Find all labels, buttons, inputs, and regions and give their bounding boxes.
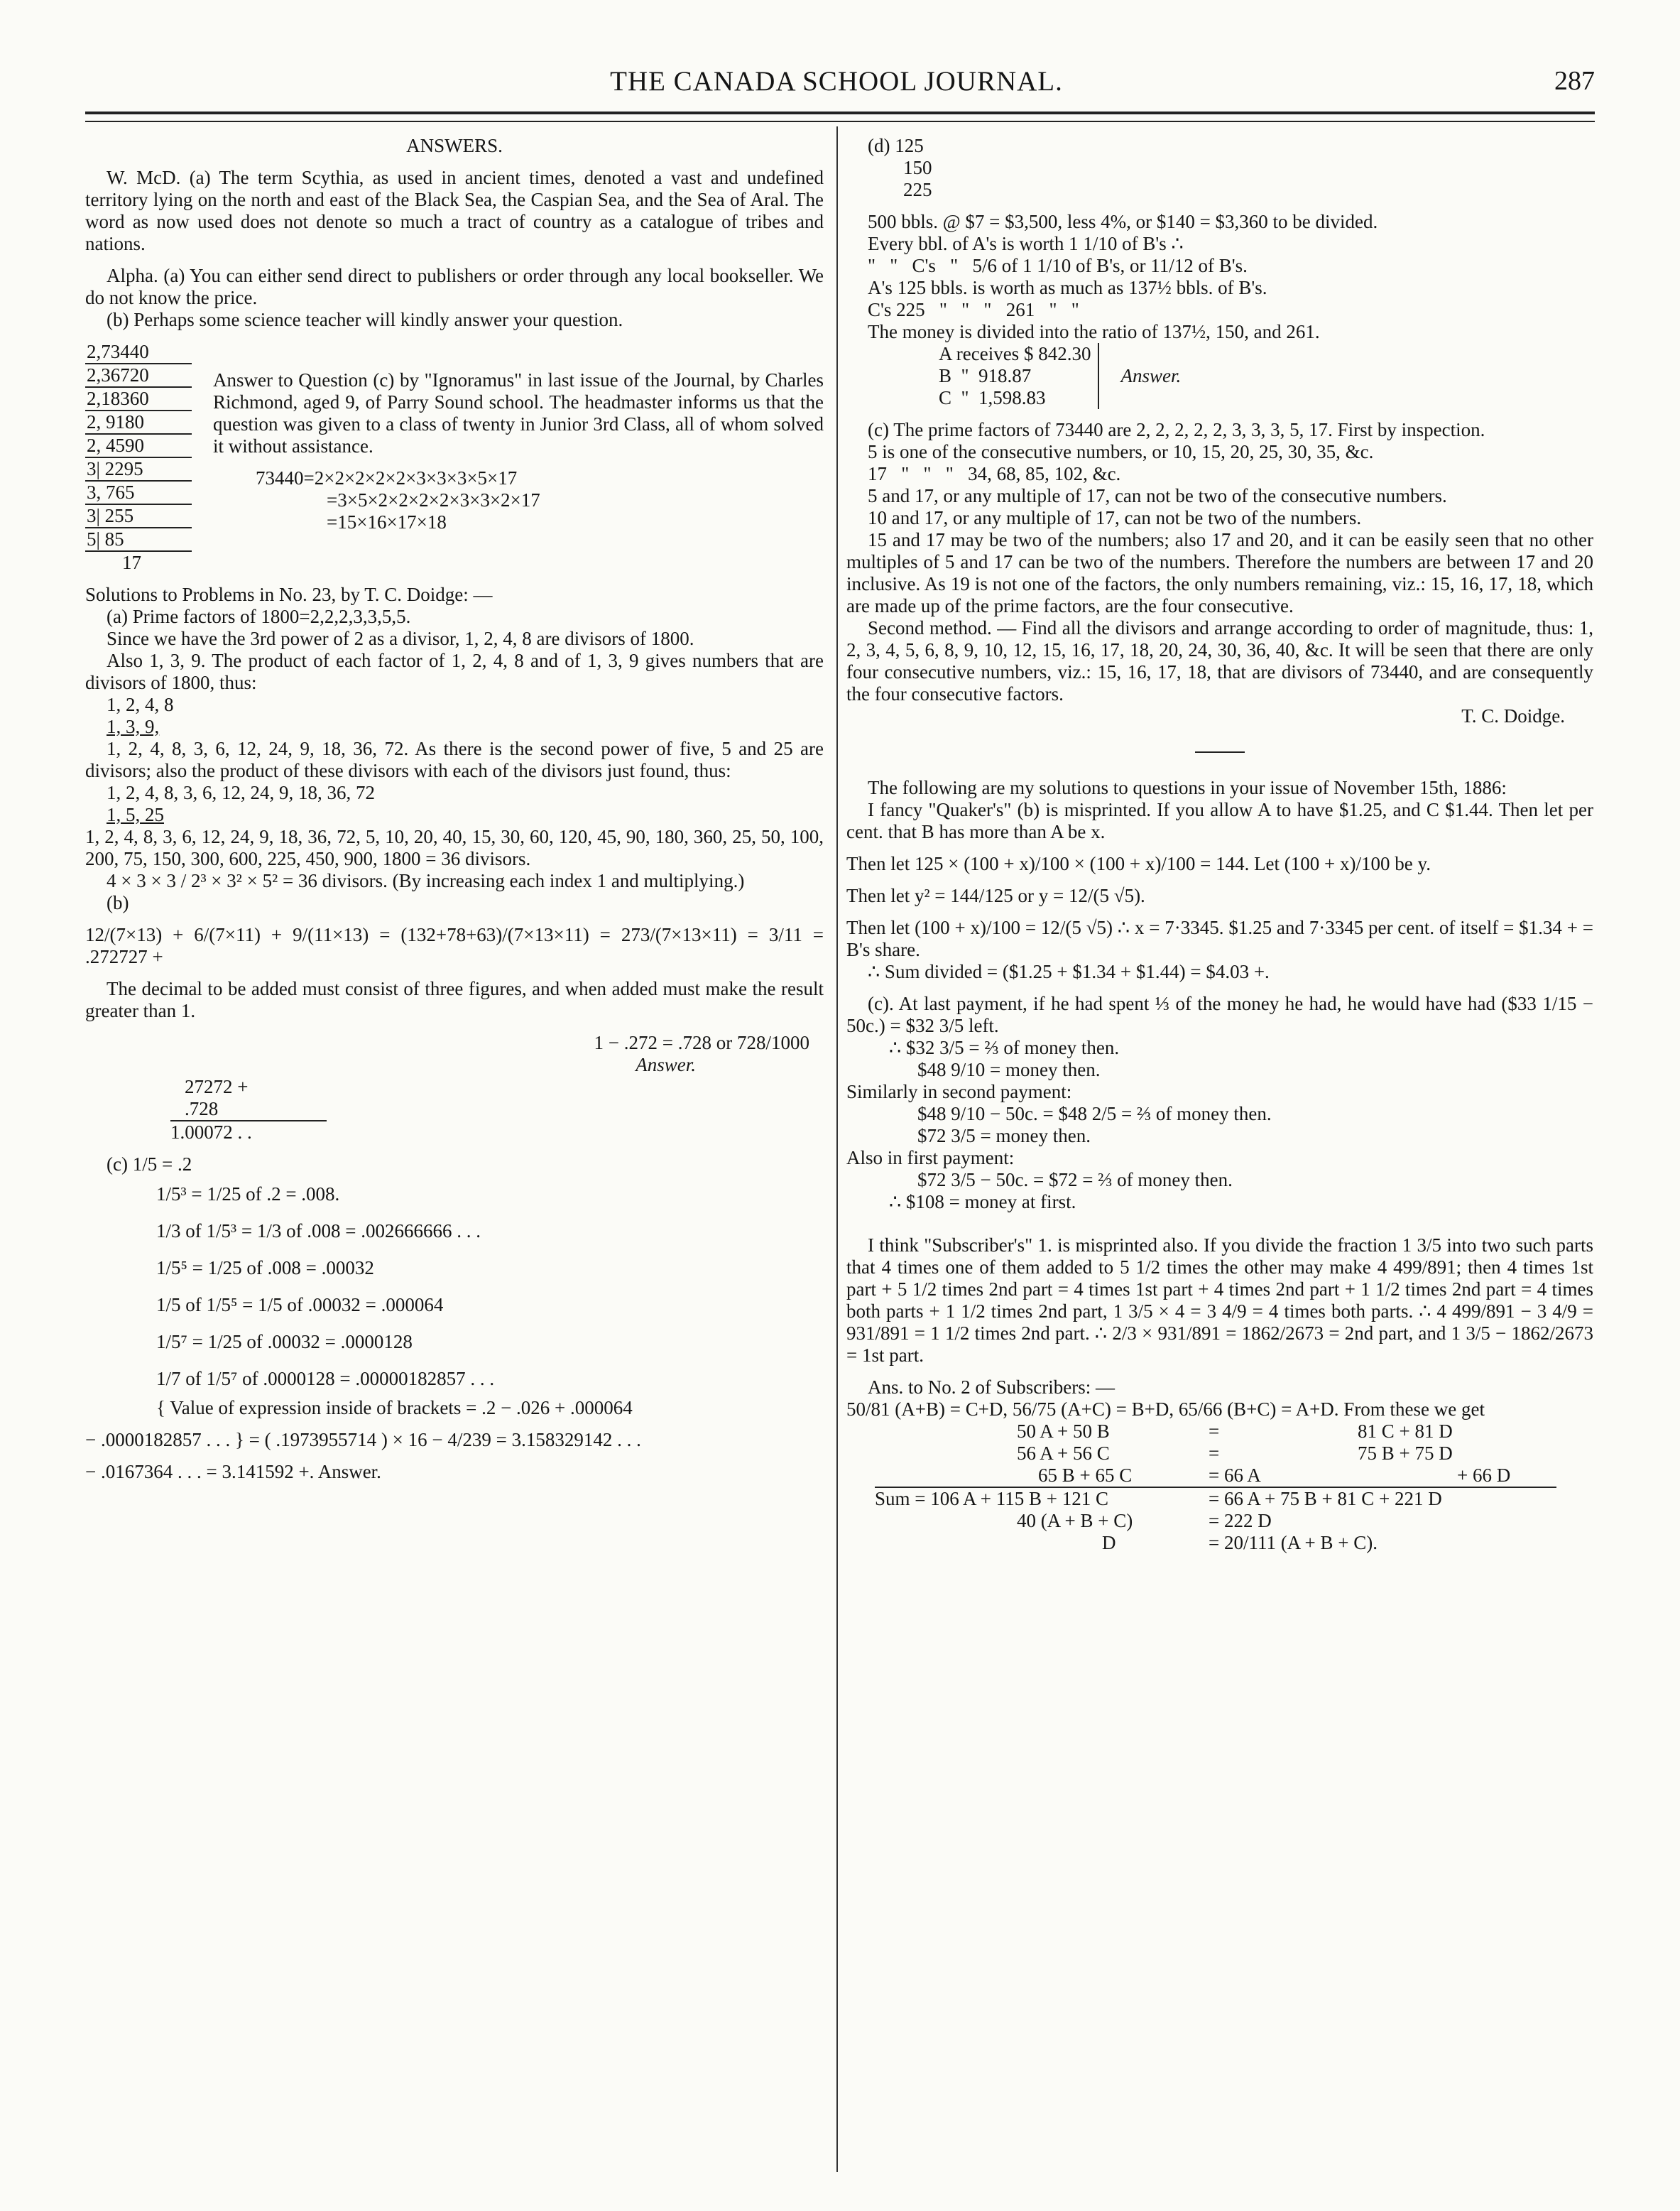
division-line: 3, 765 xyxy=(85,482,192,505)
equation-cell: 75 B + 75 D xyxy=(1358,1443,1453,1464)
division-line: 5| 85 xyxy=(85,528,192,552)
equation-table xyxy=(846,1420,1593,1554)
series-line: − .0167364 . . . = 3.141592 +. Answer. xyxy=(85,1461,381,1482)
series-line: 1/5⁵ = 1/25 of .008 = .00032 xyxy=(156,1257,374,1278)
equation-cell: = 222 D xyxy=(1209,1510,1272,1531)
answer-paragraph: W. McD. (a) The term Scythia, as used in ancient times, denoted a vast and undefined territory lying on the north and east of the Black Sea, the Caspian Sea, and the Sea of Aral. The word as now used does not denote so much a tract of country as a catalogue of tribes and nations. xyxy=(85,167,824,254)
solution-line: C's 225 " " " 261 " " xyxy=(868,299,1079,320)
solution-line: 15 and 17 may be two of the numbers; also 17 and 20, and it can be easily seen that no other multiples of 5 and 17 can be two of the numbers. Therefore the numbers are between 17 and 20 inclusive. As 19 is not one of the factors, the only numbers remaining, viz.: 15, 16, 17, 18, which are made up of the prime factors, are the four consecutive. xyxy=(846,529,1593,616)
equation-cell: 50 A + 50 B xyxy=(1017,1420,1110,1442)
right-column xyxy=(846,135,1593,1554)
equation-cell: Sum = 106 A + 115 B + 121 C xyxy=(875,1488,1108,1509)
equation-cell: = xyxy=(1209,1420,1220,1442)
journal-title: THE CANADA SCHOOL JOURNAL. xyxy=(610,66,1063,97)
section-rule xyxy=(1195,751,1245,753)
solution-line: $72 3/5 = money then. xyxy=(917,1125,1091,1146)
solution-line: (c) The prime factors of 73440 are 2, 2, 2, 2, 2, 3, 3, 3, 5, 17. First by inspection. xyxy=(868,419,1485,440)
answer-label: Answer. xyxy=(636,1054,696,1075)
division-line: 3| 255 xyxy=(85,505,192,528)
solution-line: 1, 2, 4, 8 xyxy=(107,694,174,715)
fraction-equation: 12/(7×13) + 6/(7×11) + 9/(11×13) = (132+78+63)/(7×13×11) = 273/(7×13×11) = 3/11 = .272727 + xyxy=(85,924,824,967)
division-line: 2,73440 xyxy=(85,341,192,364)
solution-line: 1, 2, 4, 8, 3, 6, 12, 24, 9, 18, 36, 72, 5, 10, 20, 40, 15, 30, 60, 120, 45, 90, 180, 360, 25, 50, 100, 200, 75, 150, 300, 600, 225, 450, 900, 1800 = 36 divisors. xyxy=(85,826,824,869)
fraction-equation: Then let y² = 144/125 or y = 12/(5 √5). xyxy=(846,885,1145,906)
division-line: 2, 4590 xyxy=(85,435,192,458)
solution-line: A's 125 bbls. is worth as much as 137½ bbls. of B's. xyxy=(868,277,1267,298)
solution-line: ∴ Sum divided = ($1.25 + $1.34 + $1.44) = $4.03 +. xyxy=(868,961,1270,982)
series-line: 1/3 of 1/5³ = 1/3 of .008 = .002666666 . . . xyxy=(156,1220,481,1242)
solution-line: 5 and 17, or any multiple of 17, can not be two of the consecutive numbers. xyxy=(868,485,1447,506)
solution-line: Second method. — Find all the divisors and arrange according to order of magnitude, thus: 1, 2, 3, 4, 5, 6, 8, 9, 10, 12, 15, 16, 17, 18, 20, 24, 30, 36, 40, &c. It will be seen that there are only four consecutive numbers, viz.: 15, 16, 17, 18, that are divisors of 73440, and are consequently the four consecutive factors. xyxy=(846,617,1593,705)
receives-line: A receives $ 842.30 xyxy=(939,343,1091,364)
equation-cell: 65 B + 65 C xyxy=(875,1465,1145,1488)
solution-line: 1, 5, 25 xyxy=(107,804,164,825)
solution-line: Also 1, 3, 9. The product of each factor of 1, 2, 4, 8 and of 1, 3, 9 gives numbers that are divisors of 1800, thus: xyxy=(85,650,824,693)
solution-line: I think "Subscriber's" 1. is misprinted also. If you divide the fraction 1 3/5 into two such parts that 4 times one of them added to 5 1/2 times the other may make 4 499/891; then 4 times 1st part + 5 1/2 times 2nd part = 4 times 1st part + 4 times 2nd part + 1 1/2 times 2nd part = 4 times both parts + 1 1/2 times 2nd part, 1 3/5 × 4 = 3 4/9 = 4 times both parts. ∴ 4 499/891 − 3 4/9 = 931/891 = 1 1/2 times 2nd part. ∴ 2/3 × 931/891 = 1862/2673 = 2nd part, and 1 3/5 − 1862/2673 = 1st part. xyxy=(846,1234,1593,1366)
solution-line: Ans. to No. 2 of Subscribers: — xyxy=(868,1376,1115,1398)
page-header xyxy=(78,65,1595,108)
solution-line: Since we have the 3rd power of 2 as a divisor, 1, 2, 4, 8 are divisors of 1800. xyxy=(107,628,694,649)
solution-line: Similarly in second payment: xyxy=(846,1081,1072,1102)
numbers-line: 225 xyxy=(903,179,932,200)
equation-cell: 40 (A + B + C) xyxy=(1017,1510,1133,1531)
solutions-heading: Solutions to Problems in No. 23, by T. C. Doidge: — xyxy=(85,584,493,605)
division-line: 2, 9180 xyxy=(85,411,192,435)
series-line: 1/7 of 1/5⁷ of .0000128 = .00000182857 . . . xyxy=(156,1368,495,1389)
equation-cell: = 66 A xyxy=(1145,1465,1329,1488)
column-divider xyxy=(836,126,838,2172)
sum-line: .728 xyxy=(170,1098,327,1121)
solution-line: 50/81 (A+B) = C+D, 56/75 (A+C) = B+D, 65/66 (B+C) = A+D. From these we get xyxy=(846,1398,1485,1420)
solution-line: 10 and 17, or any multiple of 17, can not be two of the numbers. xyxy=(868,507,1362,528)
equation-cell: D xyxy=(1102,1532,1116,1553)
division-line: 17 xyxy=(122,552,141,573)
left-column xyxy=(85,135,824,1483)
solution-line: The following are my solutions to questions in your issue of November 15th, 1886: xyxy=(868,777,1507,798)
receives-line: C " 1,598.83 xyxy=(939,387,1046,408)
series-line: 1/5⁷ = 1/25 of .00032 = .0000128 xyxy=(156,1331,413,1352)
solution-line: The decimal to be added must consist of three figures, and when added must make the result greater than 1. xyxy=(85,978,824,1021)
numbers-line: 150 xyxy=(903,157,932,178)
factor-equation: 73440=2×2×2×2×2×3×3×3×5×17 xyxy=(256,467,518,489)
header-rule xyxy=(85,112,1595,114)
factor-equation: =3×5×2×2×2×2×3×3×2×17 xyxy=(327,489,540,511)
solution-line: $48 9/10 = money then. xyxy=(917,1059,1101,1080)
solution-line: Every bbl. of A's is worth 1 1/10 of B's ∴ xyxy=(868,233,1184,254)
sum-line: 27272 + xyxy=(185,1076,249,1097)
solution-line: 5 is one of the consecutive numbers, or 10, 15, 20, 25, 30, 35, &c. xyxy=(868,441,1374,462)
equation-cell: + 66 D xyxy=(1329,1465,1556,1488)
solution-line: (a) Prime factors of 1800=2,2,2,3,3,5,5. xyxy=(107,606,411,627)
answer-paragraph: (b) Perhaps some science teacher will kindly answer your question. xyxy=(107,309,623,330)
equation-cell: 56 A + 56 C xyxy=(1017,1443,1110,1464)
fraction-equation: Then let 125 × (100 + x)/100 × (100 + x)/100 = 144. Let (100 + x)/100 be y. xyxy=(846,853,1431,874)
series-line: (c) 1/5 = .2 xyxy=(107,1153,192,1175)
section-heading: ANSWERS. xyxy=(406,135,503,156)
solution-line: 4 × 3 × 3 / 2³ × 3² × 5² = 36 divisors. (By increasing each index 1 and multiplying.) xyxy=(107,870,745,891)
series-line: − .0000182857 . . . } = ( .1973955714 ) × 16 − 4/239 = 3.158329142 . . . xyxy=(85,1429,641,1450)
question-answer: Answer to Question (c) by "Ignoramus" in last issue of the Journal, by Charles Richmond, aged 9, of Parry Sound school. The headmaster informs us that the question was given to a class of twenty in Junior 3rd Class, all of whom solved it without assistance. xyxy=(213,369,824,457)
solution-line: (b) xyxy=(107,892,129,913)
solution-line: 1 − .272 = .728 or 728/1000 xyxy=(594,1032,809,1053)
solution-line: $48 9/10 − 50c. = $48 2/5 = ⅔ of money then. xyxy=(917,1103,1272,1124)
solution-line: " " C's " 5/6 of 1 1/10 of B's, or 11/12 of B's. xyxy=(868,255,1248,276)
solution-line: I fancy "Quaker's" (b) is misprinted. If you allow A to have $1.25, and C $1.44. Then let per cent. that B has more than A be x. xyxy=(846,799,1593,842)
factor-equation: =15×16×17×18 xyxy=(327,511,447,533)
header-rule-thin xyxy=(85,121,1595,122)
numbers-line: (d) 125 xyxy=(868,135,924,156)
equation-cell: = xyxy=(1209,1443,1220,1464)
equation-cell: = 66 A + 75 B + 81 C + 221 D xyxy=(1209,1488,1442,1509)
equation-cell: 81 C + 81 D xyxy=(1358,1420,1453,1442)
receives-block xyxy=(846,343,1593,409)
division-line: 2,36720 xyxy=(85,364,192,388)
answer-label: Answer. xyxy=(1120,365,1182,386)
solution-line: Also in first payment: xyxy=(846,1147,1015,1168)
division-line: 3| 2295 xyxy=(85,458,192,482)
page-number: 287 xyxy=(1554,66,1595,96)
series-line: 1/5³ = 1/25 of .2 = .008. xyxy=(156,1183,340,1205)
sum-line: 1.00072 . . xyxy=(170,1121,252,1143)
division-line: 2,18360 xyxy=(85,388,192,411)
receives-line: B " 918.87 xyxy=(939,365,1032,386)
solution-line: 500 bbls. @ $7 = $3,500, less 4%, or $140 = $3,360 to be divided. xyxy=(868,211,1378,232)
solution-line: ∴ $32 3/5 = ⅔ of money then. xyxy=(889,1037,1120,1058)
solution-line: 17 " " " 34, 68, 85, 102, &c. xyxy=(868,463,1121,484)
solution-line: The money is divided into the ratio of 137½, 150, and 261. xyxy=(868,321,1320,342)
solution-line: 1, 2, 4, 8, 3, 6, 12, 24, 9, 18, 36, 72. As there is the second power of five, 5 and 25 are divisors; also the product of these divisors with each of the divisors just found, thus: xyxy=(85,738,824,781)
series-line: 1/5 of 1/5⁵ = 1/5 of .00032 = .000064 xyxy=(156,1294,444,1315)
solution-line: (c). At last payment, if he had spent ⅓ of the money he had, he would have had ($33 1/15 − 50c.) = $32 3/5 left. xyxy=(846,993,1593,1036)
fraction-equation: Then let (100 + x)/100 = 12/(5 √5) ∴ x = 7·3345. $1.25 and 7·3345 per cent. of itself = $1.34 + = B's share. xyxy=(846,917,1593,960)
solution-line: ∴ $108 = money at first. xyxy=(889,1191,1076,1212)
answer-paragraph: Alpha. (a) You can either send direct to publishers or order through any local bookseller. We do not know the price. xyxy=(85,265,824,308)
division-block xyxy=(85,341,824,574)
solution-line: 1, 2, 4, 8, 3, 6, 12, 24, 9, 18, 36, 72 xyxy=(107,782,375,803)
solution-line: 1, 3, 9, xyxy=(107,716,160,737)
author-signature: T. C. Doidge. xyxy=(1461,705,1565,727)
equation-cell: = 20/111 (A + B + C). xyxy=(1209,1532,1378,1553)
solution-line: $72 3/5 − 50c. = $72 = ⅔ of money then. xyxy=(917,1169,1233,1190)
addition-sum xyxy=(85,1076,327,1143)
series-line: { Value of expression inside of brackets = .2 − .026 + .000064 xyxy=(156,1397,633,1418)
factor-division xyxy=(85,341,192,574)
